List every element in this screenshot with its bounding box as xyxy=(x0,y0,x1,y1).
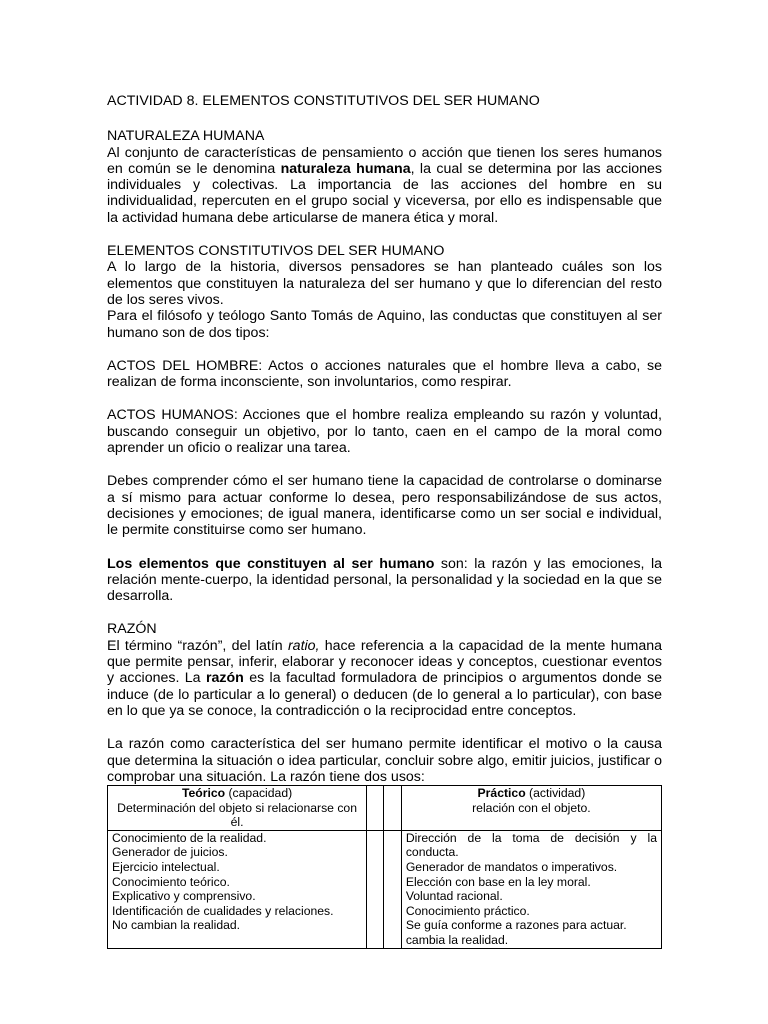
text-run: (actividad) xyxy=(525,786,586,801)
section-heading: NATURALEZA HUMANA xyxy=(107,128,265,145)
empty-cell xyxy=(384,786,401,831)
list-item: Elección con base en la ley moral. xyxy=(405,874,591,889)
text-run: (capacidad) xyxy=(225,786,293,801)
list-item: Ejercicio intelectual. xyxy=(112,860,220,875)
paragraph xyxy=(107,145,662,226)
bold-term: naturaleza humana xyxy=(280,160,411,177)
list-item: No cambian la realidad. xyxy=(112,918,241,933)
bold-term: Los elementos que constituyen al ser humano xyxy=(107,555,435,572)
section-heading: RAZÓN xyxy=(107,621,157,638)
text-run: son: la razón y las emociones, la relación mente-cuerpo, la identidad personal, la personalidad y la sociedad en la que se desarrolla. xyxy=(107,555,663,605)
text-run: es la facultad formuladora de principios o argumentos donde se induce (de lo particular a lo general) o deducen (de lo general a lo particular), con base en lo que ya se conoce, la contradicción o la reciprocidad entre conceptos. xyxy=(107,670,663,719)
paragraph-actos-humanos: ACTOS HUMANOS: Acciones que el hombre realiza empleando su razón y voluntad, buscando conseguir un objetivo, por lo tanto, caen en el campo de la moral como aprender un oficio o realizar una tarea. xyxy=(107,407,662,457)
bold-term: razón xyxy=(205,670,244,687)
text-run: Al conjunto de características de pensamiento o acción que tienen los seres humanos en común se le denomina xyxy=(107,144,662,177)
list-item: Generador de juicios. xyxy=(112,845,228,860)
list-item: Voluntad racional. xyxy=(405,889,503,904)
paragraph: A lo largo de la historia, diversos pensadores se han planteado cuáles son los elementos que constituyen la naturaleza del ser humano y que lo diferencian del resto de los seres vivos. xyxy=(107,259,662,308)
italic-term: ratio, xyxy=(287,637,320,654)
document-content xyxy=(107,93,662,949)
cell-description: relación con el objeto. xyxy=(472,800,591,815)
section-elementos-constitutivos xyxy=(107,243,662,604)
page-title: ACTIVIDAD 8. ELEMENTOS CONSTITUTIVOS DEL SER HUMANO xyxy=(107,93,540,109)
bold-term: Práctico xyxy=(477,786,526,801)
paragraph xyxy=(107,638,662,719)
section-heading: ELEMENTOS CONSTITUTIVOS DEL SER HUMANO xyxy=(107,243,445,260)
paragraph: La razón como característica del ser humano permite identificar el motivo o la causa que determina la situación o idea particular, concluir sobre algo, emitir juicios, justificar o comprobar una situación. La razón tiene dos usos: xyxy=(107,736,662,785)
list-item: Identificación de cualidades y relaciones. xyxy=(112,903,334,918)
text-run: El término “razón”, del latín xyxy=(107,637,288,654)
list-item: Conocimiento de la realidad. xyxy=(112,830,267,845)
list-item: Explicativo y comprensivo. xyxy=(112,889,256,904)
list-item: cambia la realidad. xyxy=(405,933,509,948)
razon-uses-table xyxy=(107,785,662,949)
list-item: Conocimiento práctico. xyxy=(405,903,530,918)
section-naturaleza-humana xyxy=(107,128,662,226)
list-item: Generador de mandatos o imperativos. xyxy=(405,860,618,875)
header-cell-practico xyxy=(401,786,661,831)
paragraph: Debes comprender cómo el ser humano tiene la capacidad de controlarse o dominarse a sí mismo para actuar conforme lo desea, pero responsabilizándose de sus actos, decisiones y emociones; de igual manera, identificarse como un ser social e individual, le permite constituirse como ser humano. xyxy=(107,473,662,539)
practico-list-cell xyxy=(401,830,661,948)
list-item: Se guía conforme a razones para actuar. xyxy=(405,918,627,933)
text-run: hace referencia a la capacidad de la mente humana que permite pensar, inferir, elaborar y reconocer ideas y conceptos, cuestionar eventos y acciones. La xyxy=(107,637,662,687)
paragraph-actos-hombre: ACTOS DEL HOMBRE: Actos o acciones naturales que el hombre lleva a cabo, se realizan de forma inconsciente, son involuntarios, como respirar. xyxy=(107,357,662,391)
cell-description: Determinación del objeto si relacionarse con él. xyxy=(117,800,357,830)
empty-cell xyxy=(367,830,384,948)
teorico-list-cell xyxy=(108,830,367,948)
bold-term: Teórico xyxy=(181,786,226,801)
empty-cell xyxy=(367,786,384,831)
list-item: Conocimiento teórico. xyxy=(112,874,230,889)
empty-cell xyxy=(384,830,401,948)
paragraph: Para el filósofo y teólogo Santo Tomás de Aquino, las conductas que constituyen al ser humano son de dos tipos: xyxy=(107,308,662,341)
table-header-row xyxy=(108,786,662,831)
text-run: , la cual se determina por las acciones individuales y colectivas. La importancia de las acciones del hombre en su individualidad, repercuten en el grupo social y viceversa, por ello es indispensable que la actividad humana debe articularse de manera ética y moral. xyxy=(107,160,663,226)
section-razon xyxy=(107,621,662,948)
paragraph xyxy=(107,556,662,605)
header-cell-teorico xyxy=(108,786,367,831)
table-row xyxy=(108,830,662,948)
list-item: Dirección de la toma de decisión y la conducta. xyxy=(405,830,657,860)
